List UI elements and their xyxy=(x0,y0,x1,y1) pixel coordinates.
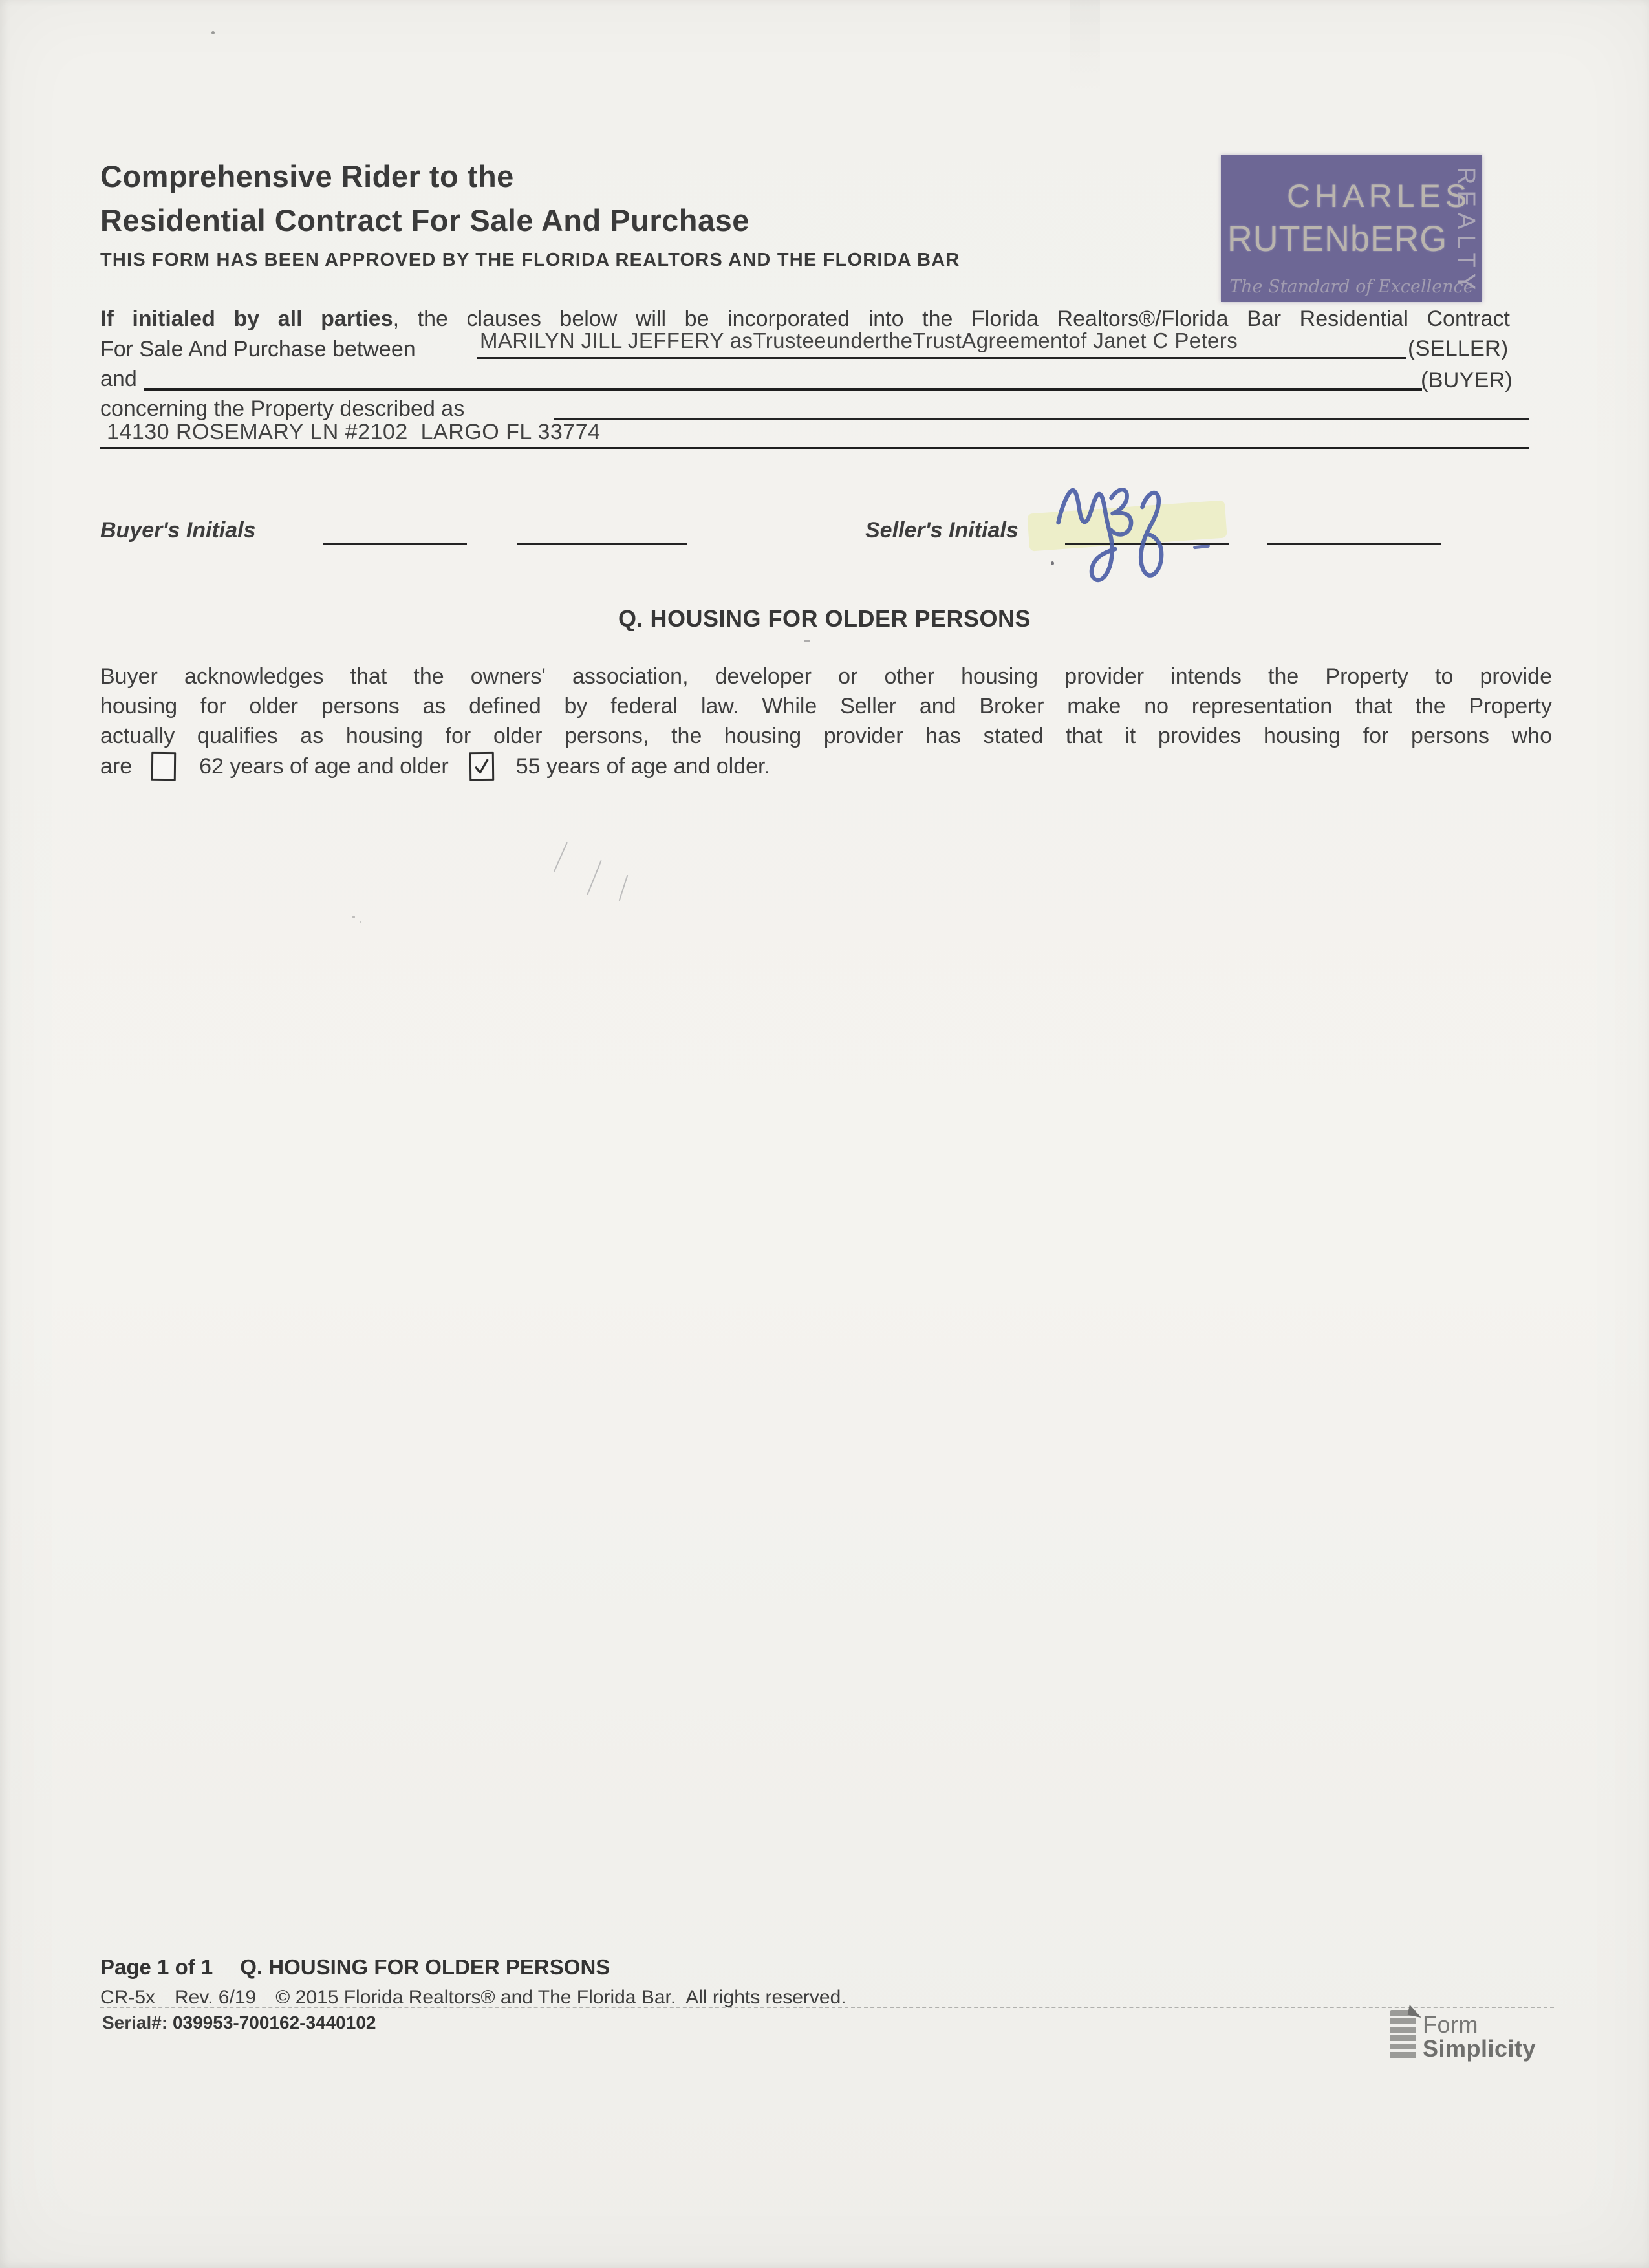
checkmark-icon xyxy=(472,755,491,777)
are-label: are xyxy=(100,753,133,779)
scan-speck xyxy=(211,31,215,34)
copyright-text: © 2015 Florida Realtors® and The Florida Bar. All rights reserved. xyxy=(275,1987,846,2008)
intro-line1-rest: , the clauses below will be incorporated into the Florida Realtors®/Florida Bar Residential Contract xyxy=(393,307,1510,331)
section-heading: Q. HOUSING FOR OLDER PERSONS xyxy=(618,605,1031,632)
property-prefix: concerning the Property described as xyxy=(100,396,465,421)
form-title-line2: Residential Contract For Sale And Purchase xyxy=(100,203,749,237)
scratch-mark xyxy=(619,875,629,902)
serial-label: Serial#: xyxy=(102,2013,168,2033)
logo-word-charles: CHARLES xyxy=(1287,178,1472,214)
scan-speck xyxy=(360,921,361,923)
form-simplicity-document-icon xyxy=(1390,2010,1416,2059)
seller-name-field[interactable]: MARILYN JILL JEFFERY asTrusteeundertheTrustAgreementof Janet C Peters xyxy=(480,329,1238,352)
checkbox-62[interactable] xyxy=(151,752,176,781)
buyer-initials-line-2[interactable] xyxy=(517,543,687,545)
buyer-initials-line-1[interactable] xyxy=(323,543,467,545)
property-underline-2[interactable] xyxy=(100,447,1529,449)
brand-name-simplicity: Simplicity xyxy=(1423,2035,1536,2062)
buyers-initials-label: Buyer's Initials xyxy=(100,518,256,543)
scratch-mark xyxy=(554,842,568,872)
sellers-initials-label: Seller's Initials xyxy=(865,518,1018,543)
signature-pen-dot xyxy=(1051,561,1054,565)
footer-revision-line xyxy=(100,1987,846,2009)
serial-line xyxy=(102,2013,376,2033)
form-code: CR-5x xyxy=(100,1987,156,2008)
serial-value: 039953-700162-3440102 xyxy=(172,2013,376,2033)
and-label: and xyxy=(100,367,137,391)
scratch-mark xyxy=(587,860,602,896)
footer-divider xyxy=(100,2007,1554,2008)
logo-tagline: The Standard of Excellence xyxy=(1229,277,1474,297)
page-number: Page 1 of 1 xyxy=(100,1955,213,1979)
body-line-1: Buyer acknowledges that the owners' association, developer or other housing provider intends the Property to provide xyxy=(100,664,1552,689)
scan-streak xyxy=(1070,0,1100,97)
seller-name-underline[interactable] xyxy=(477,357,1406,359)
seller-initials-signature xyxy=(1054,482,1174,586)
buyer-name-underline[interactable] xyxy=(144,388,1422,391)
approval-note: THIS FORM HAS BEEN APPROVED BY THE FLORIDA REALTORS AND THE FLORIDA BAR xyxy=(100,250,960,270)
logo-word-rutenberg: RUTENbERG xyxy=(1227,218,1448,259)
revision-label: Rev. 6/19 xyxy=(175,1987,257,2008)
property-address-field[interactable]: 14130 ROSEMARY LN #2102 LARGO FL 33774 xyxy=(107,420,601,444)
seller-label: (SELLER) xyxy=(1408,336,1509,361)
body-line-3: actually qualifies as housing for older persons, the housing provider has stated that it provides housing for persons who xyxy=(100,724,1552,748)
logo-word-realty: REALTY xyxy=(1452,167,1480,296)
checkbox-55[interactable] xyxy=(469,752,494,781)
footer-page-line xyxy=(100,1955,610,1980)
brand-name-form: Form xyxy=(1423,2011,1478,2038)
body-line-4 xyxy=(100,752,1552,781)
property-underline-1[interactable] xyxy=(554,418,1529,420)
seller-initials-line-2[interactable] xyxy=(1267,543,1441,545)
option-62-label: 62 years of age and older xyxy=(199,753,449,779)
buyer-label: (BUYER) xyxy=(1421,368,1513,393)
brokerage-logo xyxy=(1221,155,1482,302)
scan-mark xyxy=(804,640,810,642)
intro-line1-bold: If initialed by all parties xyxy=(100,307,393,331)
body-line-2: housing for older persons as defined by federal law. While Seller and Broker make no representation that the Property xyxy=(100,694,1552,718)
option-55-label: 55 years of age and older. xyxy=(515,753,770,779)
form-title-line1: Comprehensive Rider to the xyxy=(100,159,514,193)
scan-speck xyxy=(352,916,355,918)
footer-section-label: Q. HOUSING FOR OLDER PERSONS xyxy=(240,1955,610,1979)
intro-line2-prefix: For Sale And Purchase between xyxy=(100,337,416,362)
